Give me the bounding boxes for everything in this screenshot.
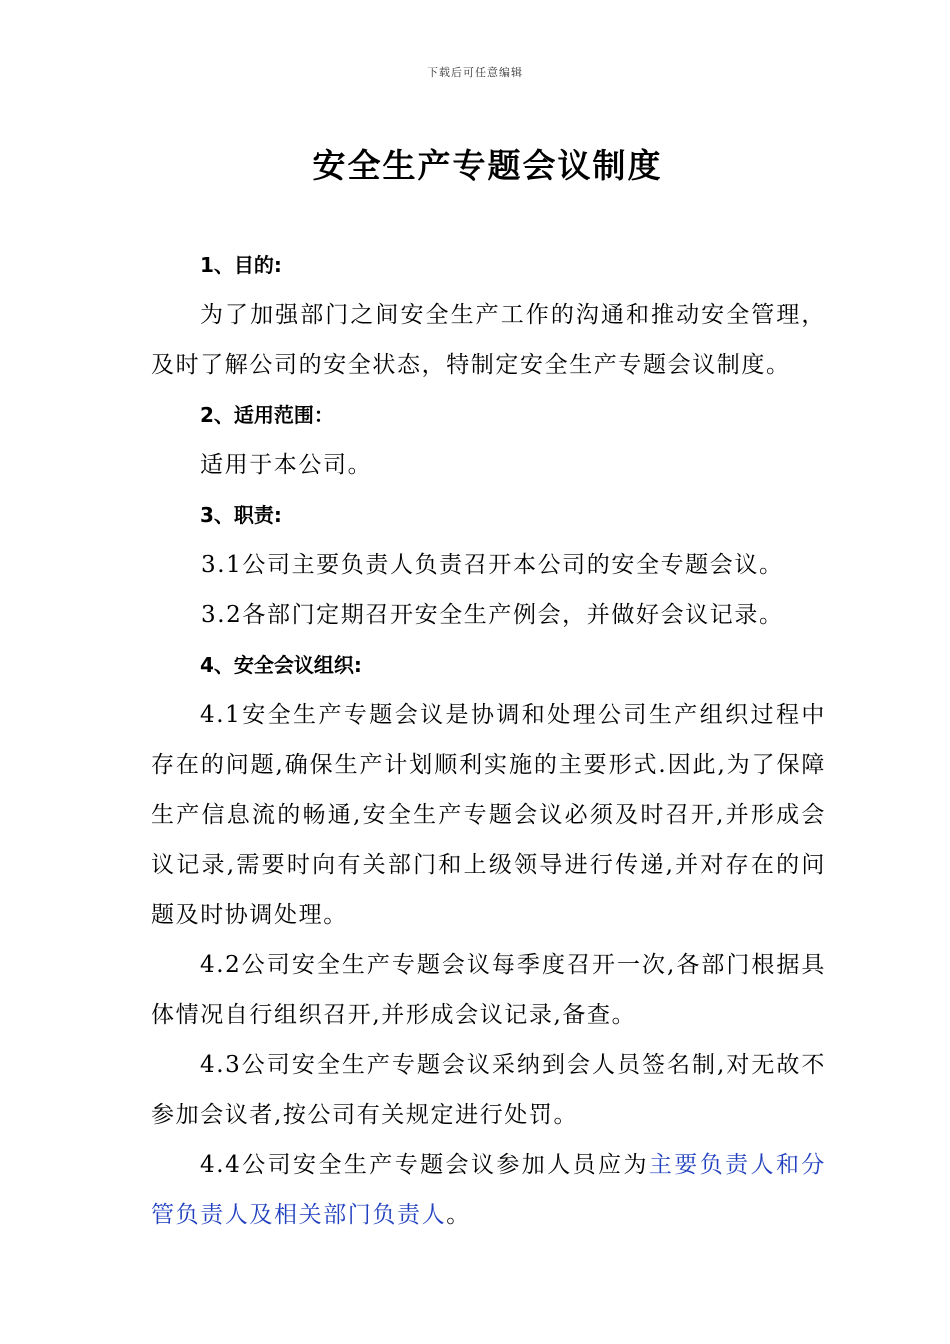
clause-4-4-prefix: 4.4公司安全生产专题会议参加人员应为 [200, 1152, 649, 1178]
clause-3-1: 3.1公司主要负责人负责召开本公司的安全专题会议。 [201, 552, 784, 578]
section-body-purpose: 为了加强部门之间安全生产工作的沟通和推动安全管理，及时了解公司的安全状态，特制定安全生产专题会议制度。 [151, 302, 826, 378]
section-body-scope: 适用于本公司。 [200, 452, 373, 478]
clause-4-3: 4.3公司安全生产专题会议采纳到会人员签名制,对无故不参加会议者,按公司有关规定进行处罚。 [151, 1052, 826, 1128]
section-heading-organization: 4、安全会议组织: [200, 653, 362, 677]
document-title: 安全生产专题会议制度 [312, 146, 663, 185]
clause-4-2: 4.2公司安全生产专题会议每季度召开一次,各部门根据具体情况自行组织召开,并形成会议记录,备查。 [151, 952, 826, 1028]
section-heading-scope: 2、适用范围： [200, 403, 334, 427]
header-note: 下载后可任意编辑 [427, 66, 523, 79]
section-heading-responsibilities: 3、职责: [200, 503, 282, 527]
clause-4-4-suffix: 。 [446, 1202, 471, 1228]
section-heading-purpose: 1、目的: [200, 253, 282, 277]
clause-4-4-highlight: 主要负责人和分管负责人及相关部门负责人 [151, 1152, 826, 1228]
clause-3-2: 3.2各部门定期召开安全生产例会，并做好会议记录。 [201, 602, 784, 628]
document-body [151, 240, 826, 1240]
clause-4-4 [151, 1140, 826, 1240]
clause-4-1: 4.1安全生产专题会议是协调和处理公司生产组织过程中存在的问题,确保生产计划顺利实施的主要形式.因此,为了保障生产信息流的畅通,安全生产专题会议必须及时召开,并形成会议记录,需要时向有关部门和上级领导进行传递,并对存在的问题及时协调处理。 [151, 702, 826, 928]
